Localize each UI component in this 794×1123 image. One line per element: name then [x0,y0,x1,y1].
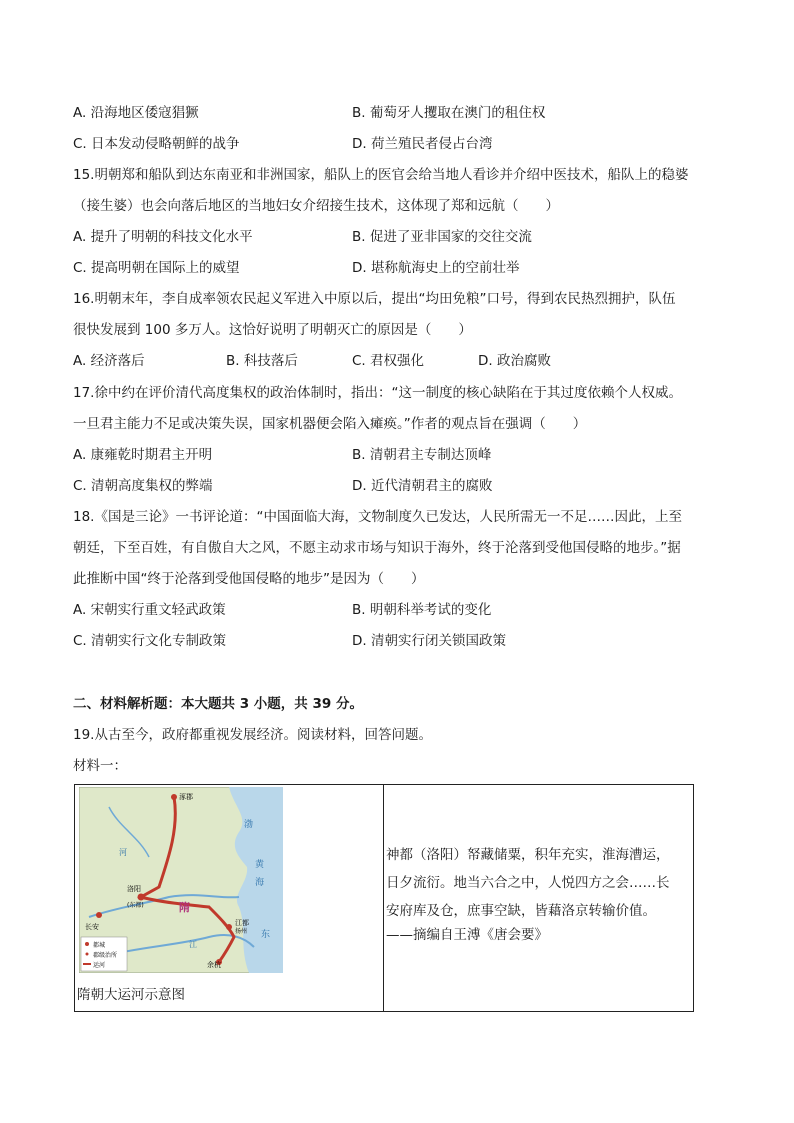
map-label-yangzhou: 扬州 [235,928,248,935]
map-label-sea-hai: 海 [255,878,265,888]
map-graphic [79,787,283,973]
map-label-zhuojun: 涿郡 [179,793,193,801]
q14-options-row-2 [0,134,794,154]
q15-option-c: C. 提高明朝在国际上的威望 [73,260,240,276]
map-label-sea-huang: 黄 [255,860,265,870]
q15-stem-line-2: （接生婆）也会向落后地区的当地妇女介绍接生技术，这体现了郑和远航（ ） [73,198,559,214]
q17-option-b: B. 清朝君主专制达顶峰 [352,447,492,463]
q16-option-d: D. 政治腐败 [478,353,551,369]
quote-line-1: 神都（洛阳）帑藏储粟，积年充实，淮海漕运， [386,847,670,863]
q16-stem-line-1: 16.明朝末年，李自成率领农民起义军进入中原以后，提出“均田免粮”口号，得到农民热烈拥护，队伍 [73,291,676,307]
q18-stem-line-1: 18.《国是三论》一书评论道：“中国面临大海，文物制度久已发达，人民所需无一不足……因此，上至 [73,509,682,525]
q15-stem-line-1: 15.明朝郑和船队到达东南亚和非洲国家，船队上的医官会给当地人看诊并介绍中医技术，船队上的稳婆 [73,167,689,183]
q17-option-a: A. 康雍乾时期君主开明 [73,447,213,463]
map-marker-zhuojun [171,794,177,800]
quote-line-3: 安府库及仓，庶事空缺，皆藉洛京转输价值。 [386,903,656,919]
q15-option-a: A. 提升了明朝的科技文化水平 [73,229,253,245]
q16-stem-line-2: 很快发展到 100 多万人。这恰好说明了明朝灭亡的原因是（ ） [73,322,472,338]
map-legend-canal: 运河 [93,962,106,969]
map-caption: 隋朝大运河示意图 [77,987,185,1003]
map-label-river-he: 河 [119,848,127,857]
map-label-river-jiang: 江 [189,940,197,949]
map-label-changan: 长安 [85,923,99,931]
quote-line-2: 日夕流衍。地当六合之中，人悦四方之会……长 [386,875,670,891]
q16-option-a: A. 经济落后 [73,353,145,369]
map-cell [75,785,384,1012]
q16-options-row [0,351,794,371]
map-legend-city: 郡级治所 [93,952,118,959]
map-marker-luoyang [138,894,145,901]
material-quote [386,841,686,945]
q17-options-row-2 [0,476,794,496]
q17-option-d: D. 近代清朝君主的腐败 [352,478,493,494]
q18-stem-line-3: 此推断中国“终于沦落到受他国侵略的地步”是因为（ ） [73,571,425,587]
q16-option-c: C. 君权强化 [352,353,425,369]
quote-source: ——摘编自王溥《唐会要》 [386,927,548,943]
map-marker-changan [96,912,102,918]
map-label-sui: 隋 [179,901,190,914]
map-label-sea-dong: 东 [261,930,271,940]
quote-cell [384,785,694,1012]
q18-option-b: B. 明朝科举考试的变化 [352,602,492,618]
q18-options-row-2 [0,631,794,651]
q14-option-d: D. 荷兰殖民者侵占台湾 [352,136,493,152]
map-legend-capital-symbol [85,942,89,946]
q14-options-row-1 [0,103,794,123]
q18-option-c: C. 清朝实行文化专制政策 [73,633,227,649]
q15-options-row-2 [0,258,794,278]
map-label-jiangdu: 江都 [235,919,249,927]
q17-option-c: C. 清朝高度集权的弊端 [73,478,213,494]
q14-option-a: A. 沿海地区倭寇猖獗 [73,105,199,121]
map-legend-city-symbol [86,953,89,956]
q18-option-a: A. 宋朝实行重文轻武政策 [73,602,226,618]
q18-option-d: D. 清朝实行闭关锁国政策 [352,633,506,649]
q15-option-b: B. 促进了亚非国家的交往交流 [352,229,532,245]
q14-option-b: B. 葡萄牙人攫取在澳门的租住权 [352,105,546,121]
q18-options-row-1 [0,600,794,620]
q16-option-b: B. 科技落后 [226,353,298,369]
map-label-luoyang-sub: (东都) [127,902,144,909]
q15-option-d: D. 堪称航海史上的空前壮举 [352,260,520,276]
grand-canal-map [79,787,283,973]
q17-options-row-1 [0,445,794,465]
q14-option-c: C. 日本发动侵略朝鲜的战争 [73,136,240,152]
map-label-sea-bo: 渤 [244,820,254,830]
q15-options-row-1 [0,227,794,247]
map-label-luoyang: 洛阳 [127,885,141,893]
map-legend-capital: 都城 [93,942,106,949]
material-table [74,784,694,1012]
q17-stem-line-2: 一旦君主能力不足或决策失误，国家机器便会陷入瘫痪。”作者的观点旨在强调（ ） [73,416,587,432]
q19-material-label: 材料一： [73,758,127,774]
map-marker-jiangdu [226,924,232,930]
q19-stem: 19.从古至今，政府都重视发展经济。阅读材料，回答问题。 [73,727,432,743]
section-2-heading: 二、材料解析题：本大题共 3 小题，共 39 分。 [73,696,363,712]
q18-stem-line-2: 朝廷，下至百姓，有自傲自大之风，不愿主动求市场与知识于海外，终于沦落到受他国侵略的地步。”据 [73,540,681,556]
q17-stem-line-1: 17.徐中约在评价清代高度集权的政治体制时，指出：“这一制度的核心缺陷在于其过度依赖个人权威。 [73,385,682,401]
map-label-yuhang: 余杭 [207,961,221,969]
